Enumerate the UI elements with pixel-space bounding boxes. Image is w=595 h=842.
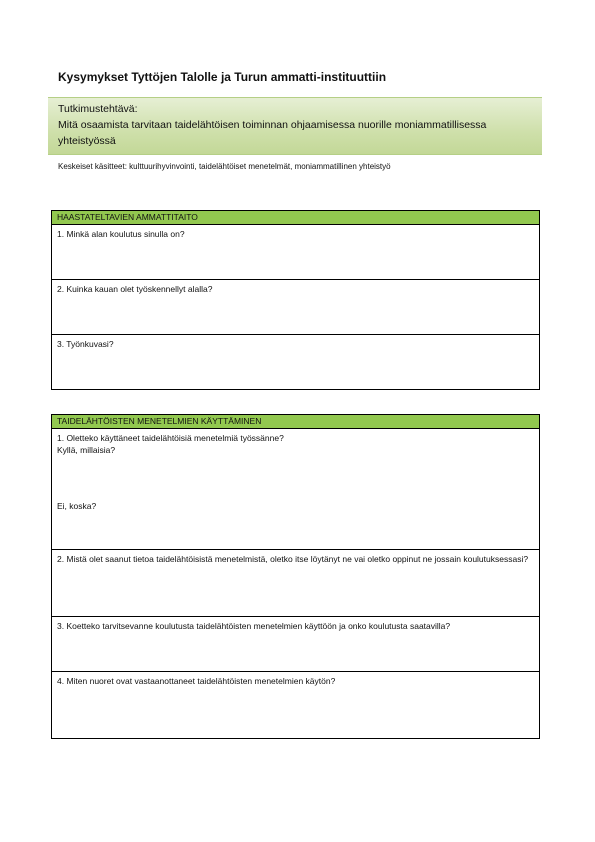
section-art-methods-table [51, 414, 540, 739]
question-text: 1. Minkä alan koulutus sinulla on? [57, 229, 185, 239]
research-task-label: Tutkimustehtävä: [58, 103, 138, 115]
question-cell[interactable] [52, 225, 540, 280]
question-cell[interactable] [52, 335, 540, 390]
question-cell[interactable] [52, 550, 540, 617]
question-cell[interactable] [52, 617, 540, 672]
question-text: 4. Miten nuoret ovat vastaanottaneet taidelähtöisten menetelmien käytön? [57, 676, 336, 686]
document-title: Kysymykset Tyttöjen Talolle ja Turun ammatti-instituuttiin [58, 70, 387, 84]
question-text: 2. Mistä olet saanut tietoa taidelähtöisistä menetelmistä, oletko itse löytänyt ne vai oletko oppinut ne jossain koulutuksessasi? [57, 554, 529, 564]
section-heading: TAIDELÄHTÖISTEN MENETELMIEN KÄYTTÄMINEN [52, 415, 540, 429]
question-cell[interactable] [52, 429, 540, 550]
question-text: 3. Koetteko tarvitsevanne koulutusta taidelähtöisten menetelmien käyttöön ja onko koulutusta saatavilla? [57, 621, 451, 631]
answer-option-no: Ei, koska? [57, 501, 97, 511]
section-professional-skills-table [51, 210, 540, 390]
key-concepts: Keskeiset käsitteet: kulttuurihyvinvointi, taidelähtöiset menetelmät, moniammatillinen yhteistyö [58, 162, 391, 171]
question-text: 3. Työnkuvasi? [57, 339, 114, 349]
section-heading: HAASTATELTAVIEN AMMATTITAITO [52, 211, 540, 225]
research-task-text: Mitä osaamista tarvitaan taidelähtöisen toiminnan ohjaamisessa nuorille moniammatillisessa yhteistyössä [58, 119, 487, 147]
research-task-box [48, 97, 542, 155]
answer-option-yes: Kyllä, millaisia? [57, 445, 116, 455]
question-cell[interactable] [52, 280, 540, 335]
question-text: 1. Oletteko käyttäneet taidelähtöisiä menetelmiä työssänne? [57, 433, 284, 443]
question-text: 2. Kuinka kauan olet työskennellyt alalla? [57, 284, 213, 294]
question-cell[interactable] [52, 672, 540, 739]
